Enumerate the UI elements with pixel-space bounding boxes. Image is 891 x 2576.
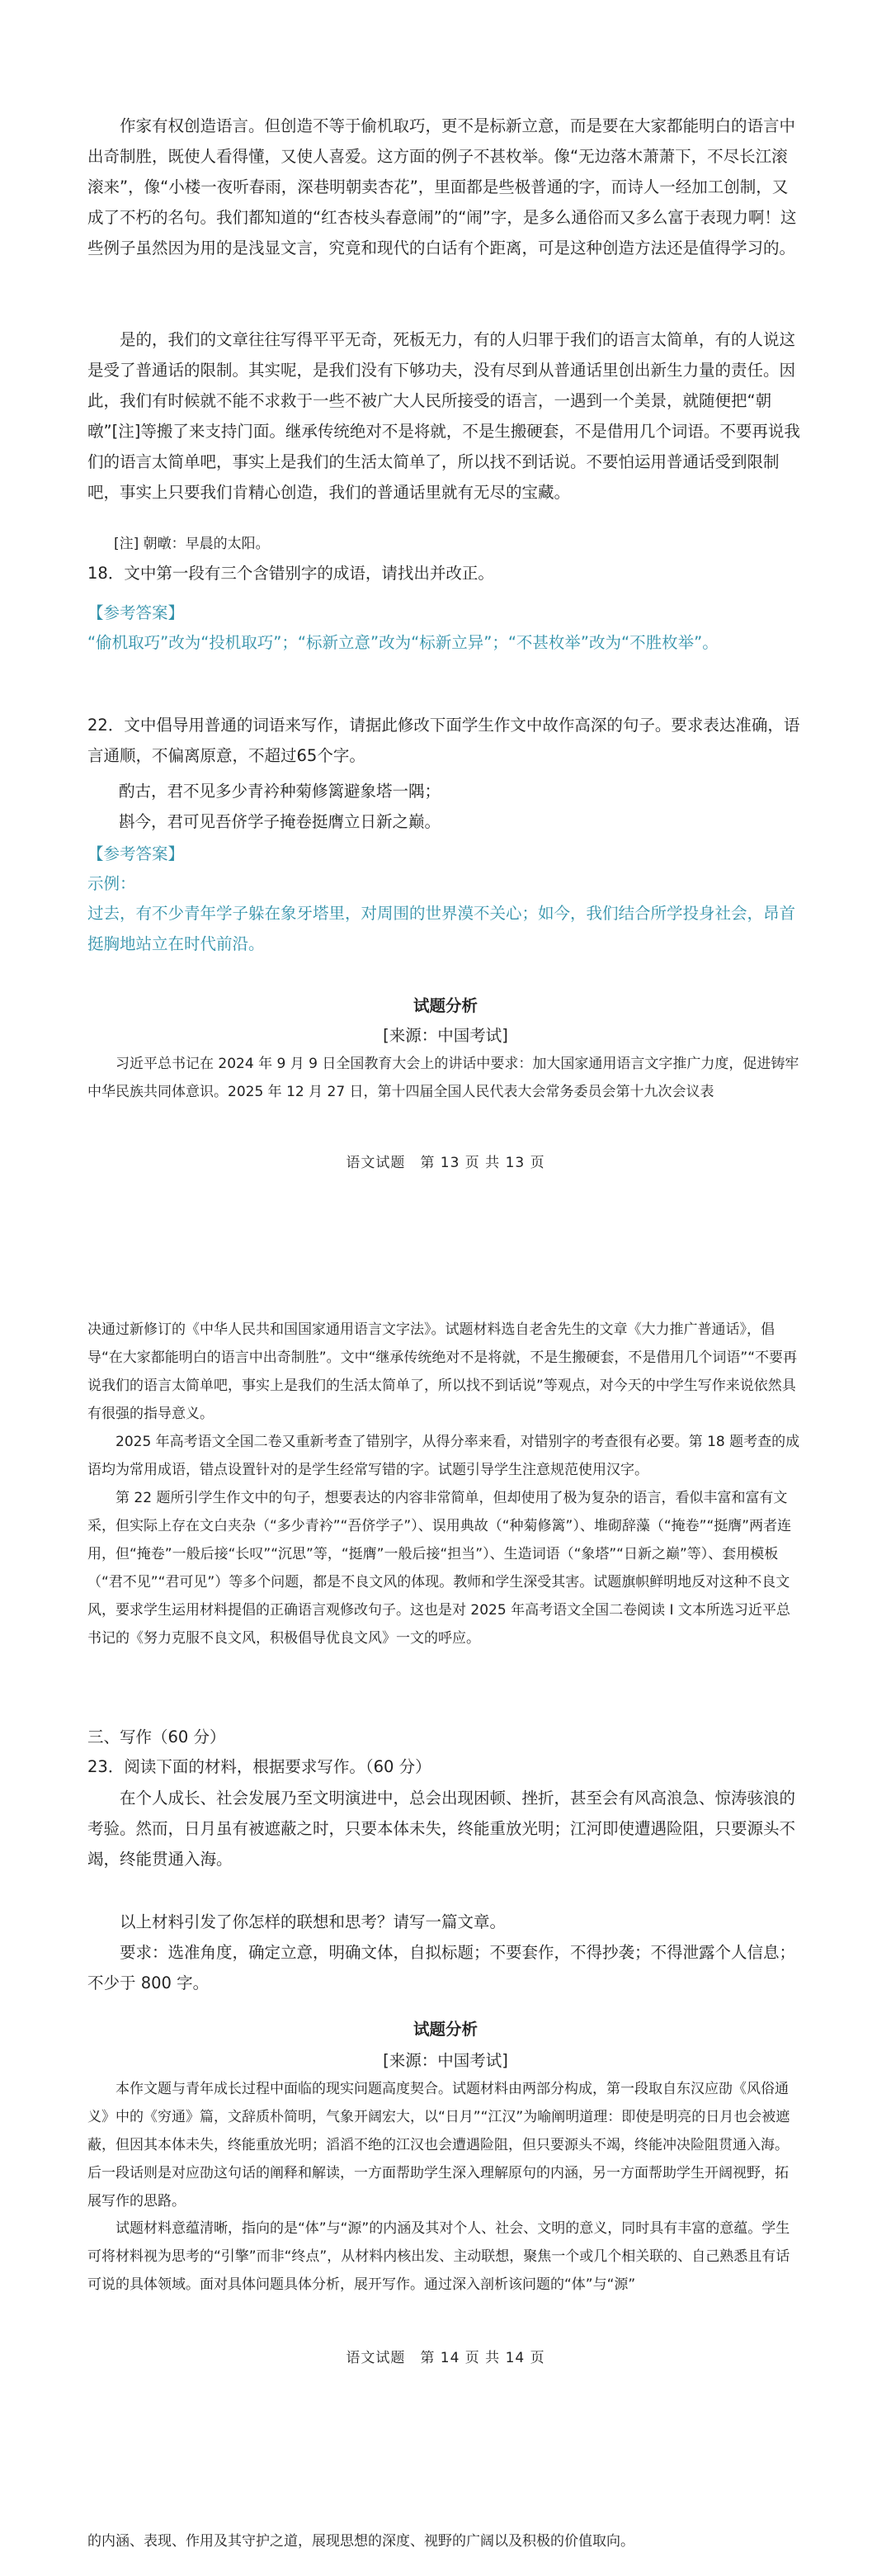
question-23: 23．阅读下面的材料，根据要求写作。（60 分） — [87, 1757, 431, 1776]
analysis-paragraph-1: 习近平总书记在 2024 年 9 月 9 日全国教育大会上的讲话中要求：加大国家通用语言文字推广力度，促进铸牢中华民族共同体意识。2025 年 12 月 27 日，第十四届全国人民代表大会常务委员会第十九次会议表 — [87, 1056, 799, 1100]
analysis-paragraph-4: 本作文题与青年成长过程中面临的现实问题高度契合。试题材料由两部分构成，第一段取自东汉应劭《风俗通义》中的《穷通》篇，文辞质朴简明，气象开阔宏大，以“日月”“江汉”为喻阐明道理：即使是明亮的日月也会被遮蔽，但因其本体未失，终能重放光明；滔滔不绝的江汉也会遭遇险阻，但只要源头不竭，终能冲决险阻贯通入海。后一段话则是对应劭这句话的阐释和解读，一方面帮助学生深入理解原句的内涵，另一方面帮助学生开阔视野，拓展写作的思路。 — [87, 2081, 790, 2210]
question-22-line-2: 斟今，君可见吾侪学子掩卷挺膺立日新之巅。 — [119, 812, 441, 831]
question-23-material: 在个人成长、社会发展乃至文明演进中，总会出现困顿、挫折，甚至会有风高浪急、惊涛骇浪的考验。然而，日月虽有被遮蔽之时，只要本体未失，终能重放光明；江河即使遭遇险阻，只要源头不竭，终能贯通入海。 — [87, 1789, 796, 1869]
analysis-paragraph-5: 试题材料意蕴清晰，指向的是“体”与“源”的内涵及其对个人、社会、文明的意义，同时具有丰富的意蕴。学生可将材料视为思考的“引擎”而非“终点”，从材料内核出发、主动联想，聚焦一个或几个相关联的、自己熟悉且有话可说的具体领域。面对具体问题具体分析，展开写作。通过深入剖析该问题的“体”与“源” — [87, 2220, 790, 2293]
analysis-continued: 决通过新修订的《中华人民共和国国家通用语言文字法》。试题材料选自老舍先生的文章《大力推广普通话》，倡导“在大家都能明白的语言中出奇制胜”。文中“继承传统绝对不是将就，不是生搬硬套，不是借用几个词语”“不要再说我们的语言太简单吧，事实上是我们的生活太简单了，所以找不到话说”等观点，对今天的中学生写作来说依然具有很强的指导意义。 — [87, 1321, 798, 1422]
analysis-paragraph-2: 2025 年高考语文全国二卷又重新考查了错别字，从得分率来看，对错别字的考查很有必要。第 18 题考查的成语均为常用成语，错点设置针对的是学生经常写错的字。试题引导学生注意规范使用汉字。 — [87, 1434, 800, 1478]
analysis-title-1: 试题分析 — [412, 996, 478, 1015]
analysis-paragraph-3: 第 22 题所引学生作文中的句子，想要表达的内容非常简单，但却使用了极为复杂的语言，看似丰富和富有文采，但实际上存在文白夹杂（“多少青衿”“吾侪学子”）、误用典故（“种菊修篱”）、堆砌辞藻（“掩卷”“挺膺”两者连用，但“掩卷”一般后接“长叹”“沉思”等，“挺膺”一般后接“担当”）、生造词语（“象塔”“日新之巅”等）、套用模板（“君不见”“君可见”）等多个问题，都是不良文风的体现。教师和学生深受其害。试题旗帜鲜明地反对这种不良文风，要求学生运用材料提倡的正确语言观修改句子。这也是对 2025 年高考语文全国二卷阅读 I 文本所选习近平总书记的《努力克服不良文风，积极倡导优良文风》一文的呼应。 — [87, 1490, 792, 1647]
answer-label-22: 【参考答案】 — [87, 844, 185, 863]
question-23-prompt: 以上材料引发了你怎样的联想和思考？请写一篇文章。 — [120, 1912, 507, 1931]
question-18: 18．文中第一段有三个含错别字的成语，请找出并改正。 — [87, 564, 494, 583]
answer-example-label: 示例： — [87, 874, 136, 893]
question-22: 22．文中倡导用普通的词语来写作，请据此修改下面学生作文中故作高深的句子。要求表达准确，语言通顺，不偏离原意，不超过65个字。 — [87, 716, 800, 765]
section-3-heading: 三、写作（60 分） — [87, 1728, 226, 1746]
note: [注] 朝暾：早晨的太阳。 — [114, 536, 270, 552]
source-2: [来源：中国考试] — [383, 2051, 508, 2070]
page-footer-14: 语文试题 第 14 页 共 14 页 — [346, 2350, 545, 2366]
page-footer-13: 语文试题 第 13 页 共 13 页 — [346, 1155, 545, 1171]
paragraph-1: 作家有权创造语言。但创造不等于偷机取巧，更不是标新立意，而是要在大家都能明白的语言中出奇制胜，既使人看得懂，又使人喜爱。这方面的例子不甚枚举。像“无边落木萧萧下，不尽长江滚滚来”，像“小楼一夜听春雨，深巷明朝卖杏花”，里面都是些极普通的字，而诗人一经加工创制，又成了不朽的名句。我们都知道的“红杏枝头春意闹”的“闹”字，是多么通俗而又多么富于表现力啊！这些例子虽然因为用的是浅显文言，究竟和现代的白话有个距离，可是这种创造方法还是值得学习的。 — [87, 116, 797, 258]
question-23-requirements: 要求：选准角度，确定立意，明确文体，自拟标题；不要套作，不得抄袭；不得泄露个人信息；不少于 800 字。 — [87, 1943, 796, 1992]
answer-18: “偷机取巧”改为“投机取巧”；“标新立意”改为“标新立异”；“不甚枚举”改为“不胜枚举”。 — [87, 633, 719, 652]
analysis-title-2: 试题分析 — [412, 2020, 478, 2039]
source-1: [来源：中国考试] — [383, 1026, 508, 1045]
answer-22: 过去，有不少青年学子躲在象牙塔里，对周围的世界漠不关心；如今，我们结合所学投身社会，昂首挺胸地站立在时代前沿。 — [87, 904, 796, 953]
question-22-line-1: 酌古，君不见多少青衿种菊修篱避象塔一隅； — [119, 782, 441, 801]
paragraph-2: 是的，我们的文章往往写得平平无奇，死板无力，有的人归罪于我们的语言太简单，有的人说这是受了普通话的限制。其实呢，是我们没有下够功夫，没有尽到从普通话里创出新生力量的责任。因此，我们有时候就不能不求救于一些不被广大人民所接受的语言，一遇到一个美景，就随便把“朝暾”[注]等搬了来支持门面。继承传统绝对不是将就，不是生搬硬套，不是借用几个词语。不要再说我们的语言太简单吧，事实上是我们的生活太简单了，所以找不到话说。不要怕运用普通话受到限制吧，事实上只要我们肯精心创造，我们的普通话里就有无尽的宝藏。 — [87, 330, 800, 502]
answer-label-18: 【参考答案】 — [87, 603, 185, 622]
analysis-final-line: 的内涵、表现、作用及其守护之道，展现思想的深度、视野的广阔以及积极的价值取向。 — [87, 2533, 634, 2550]
